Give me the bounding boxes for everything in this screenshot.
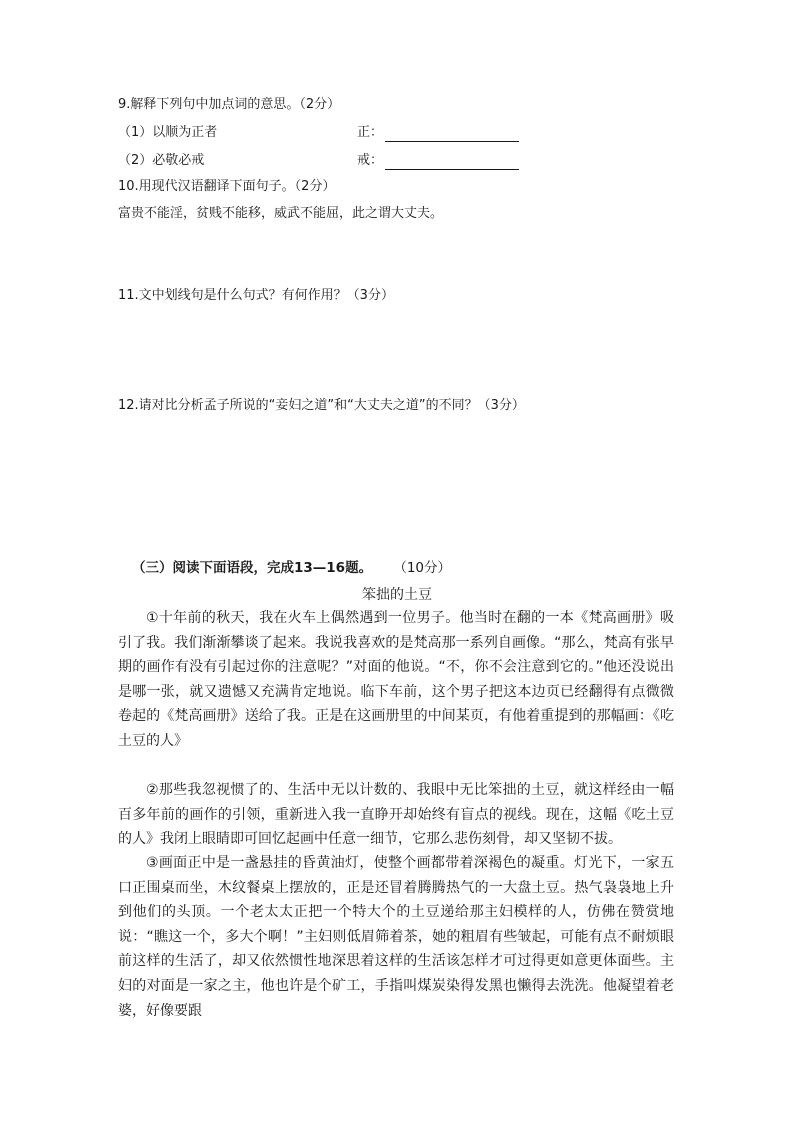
q9-item-1-key: 正：: [357, 125, 384, 140]
q10-title: 10.用现代汉语翻译下面句子。（2分）: [118, 179, 336, 194]
q9-item-1-answer: [357, 124, 519, 142]
q9-item-1-text: （1）以顺为正者: [118, 125, 218, 140]
q12-title: 12.请对比分析孟子所说的“妾妇之道”和“大丈夫之道”的不同？（3分）: [118, 398, 525, 413]
q9-item-2: [118, 152, 204, 170]
q9-title: 9.解释下列句中加点词的意思。（2分）: [118, 97, 341, 112]
answer-blank-1[interactable]: [385, 128, 519, 142]
section-3-heading-text: （三）阅读下面语段，完成13—16题。: [132, 560, 373, 576]
answer-blank-2[interactable]: [385, 156, 519, 170]
q11-title: 11.文中划线句是什么句式？有何作用？（3分）: [118, 288, 394, 303]
article-title: 笨拙的土豆: [362, 587, 432, 603]
article-paragraph-2: ②那些我忽视惯了的、生活中无以计数的、我眼中无比笨拙的土豆，就这样经由一幅百多年前的画作的引领，重新进入我一直睁开却始终有盲点的视线。现在，这幅《吃土豆的人》我闭上眼睛即可回忆起画中任意一细节，它那么悲伤刻骨，却又坚韧不拔。: [118, 782, 674, 848]
q9-item-2-answer: [357, 152, 519, 170]
section-3-score: （10分）: [400, 560, 452, 576]
q9-item-1: [118, 124, 217, 142]
q9-item-2-text: （2）必敬必戒: [118, 153, 205, 168]
article-paragraph-1: ①十年前的秋天，我在火车上偶然遇到一位男子。他当时在翻的一本《梵高画册》吸引了我。我们渐渐攀谈了起来。我说我喜欢的是梵高那一系列自画像。“那么，梵高有张早期的画作有没有引起过你的注意呢？”对面的他说。“不，你不会注意到它的。”他还没说出是哪一张，就又遗憾又充满肯定地说。临下车前，这个男子把这本边页已经翻得有点微微卷起的《梵高画册》送给了我。正是在这画册里的中间某页，有他着重提到的那幅画：《吃土豆的人》: [118, 610, 674, 749]
q10-sentence: 富贵不能淫，贫贱不能移，威武不能屈，此之谓大丈夫。: [118, 206, 444, 221]
article-paragraph-3: ③画面正中是一盏悬挂的昏黄油灯，使整个画都带着深褐色的凝重。灯光下，一家五口正围桌而坐，木纹餐桌上摆放的，正是还冒着腾腾热气的一大盘土豆。热气袅袅地上升到他们的头顶。一个老太太正把一个特大个的土豆递给那主妇模样的人，仿佛在赞赏地说：“瞧这一个，多大个啊！”主妇则低眉筛着茶，她的粗眉有些皱起，可能有点不耐烦眼前这样的生活了，却又依然惯性地深思着这样的生活该怎样才可过得更如意更体面些。主妇的对面是一家之主，他也许是个矿工，手指叫煤炭染得发黑也懒得去洗洗。他凝望着老婆，好像要跟: [118, 855, 674, 1019]
q9-item-2-key: 戒：: [357, 153, 384, 168]
section-3-heading: [132, 559, 451, 577]
